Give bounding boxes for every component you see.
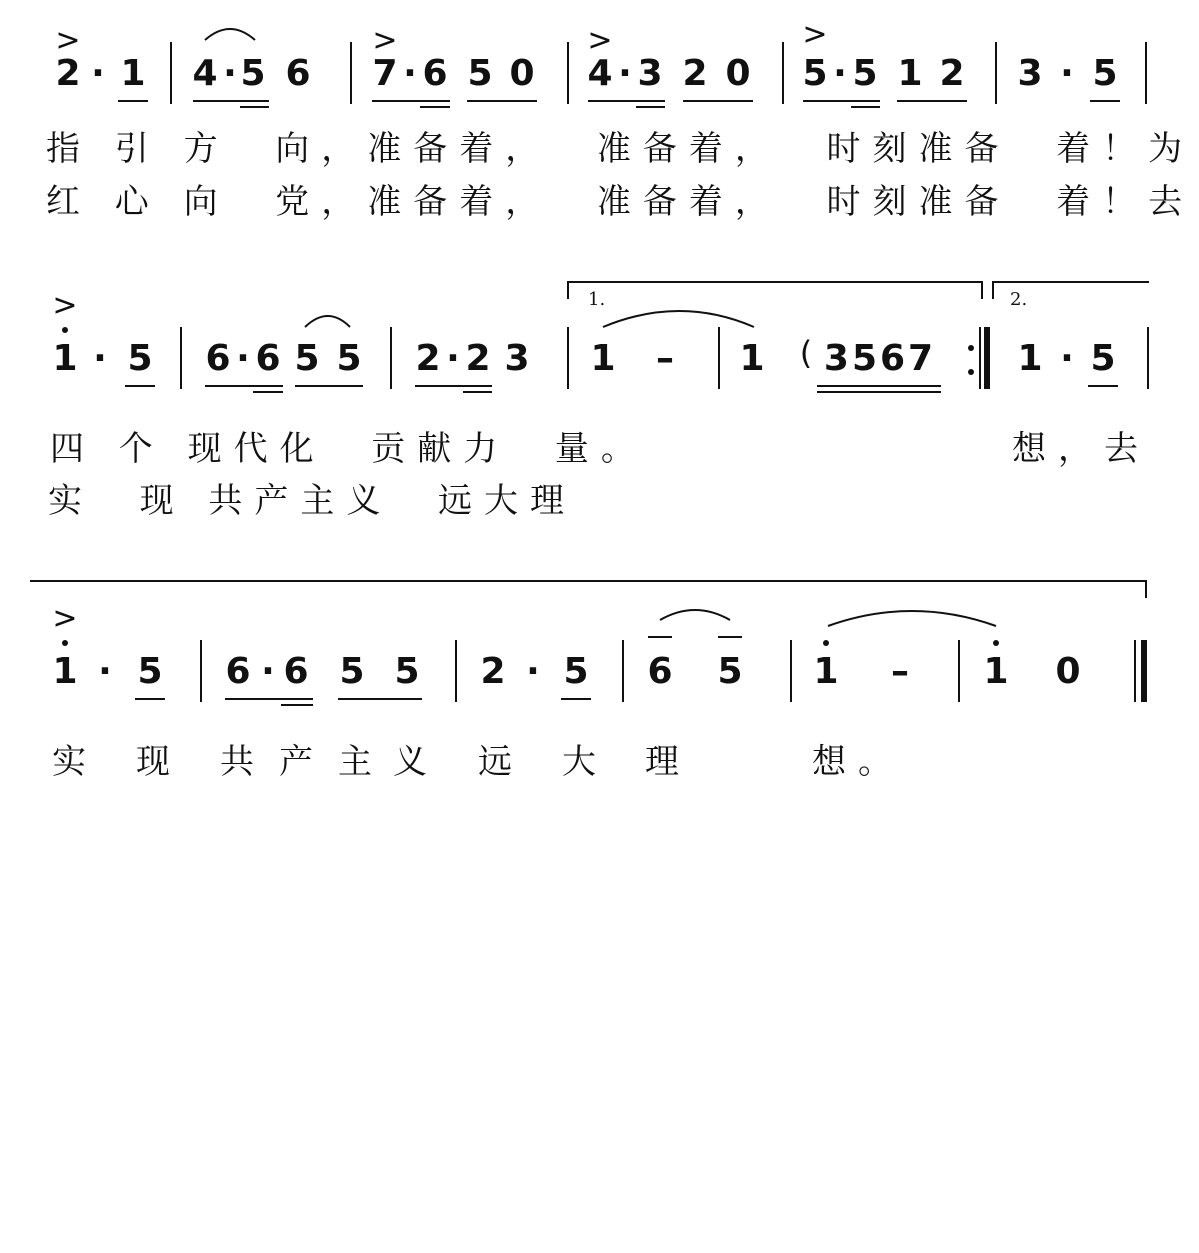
note: 1 bbox=[120, 53, 146, 94]
note: 1 bbox=[590, 338, 616, 379]
note: 5 bbox=[1092, 53, 1118, 94]
lyric-syllable: 实 bbox=[52, 742, 98, 782]
note: 6 bbox=[225, 651, 251, 692]
note: 6 bbox=[205, 338, 231, 379]
note: 5 bbox=[717, 651, 743, 692]
row-1-lyrics-verse-2: 红 心 向 党，准备着， 准备着， 时刻准备 着！去 bbox=[46, 182, 1195, 222]
dash: – bbox=[891, 651, 909, 692]
note: 5 bbox=[127, 338, 153, 379]
lyric-syllable: 现 bbox=[136, 742, 182, 782]
lyric-syllable: 共 bbox=[220, 742, 266, 782]
note: 5 bbox=[563, 651, 589, 692]
row-2-lyrics-verse-2: 实 现 共产主义 远大理 bbox=[48, 481, 577, 521]
volta-1-label: 1. bbox=[588, 289, 606, 310]
lyric-syllable: 产 bbox=[279, 742, 325, 782]
augmentation-dot: · bbox=[91, 53, 105, 94]
note: 1 bbox=[897, 53, 923, 94]
parenthesis-open: ( bbox=[799, 334, 813, 372]
row-2-lyrics-verse-1: 四 个 现代化 贡献力 量。 bbox=[50, 429, 647, 469]
rest: 0 bbox=[509, 53, 535, 94]
accent-mark: > bbox=[52, 601, 78, 636]
note: 1 bbox=[739, 338, 765, 379]
rest: 0 bbox=[1055, 651, 1081, 692]
note: 5 bbox=[802, 53, 828, 94]
lyric-syllable: 远 bbox=[478, 742, 524, 782]
augmentation-dot: · bbox=[526, 651, 540, 692]
note: 1 bbox=[52, 338, 78, 379]
note: 6 bbox=[422, 53, 448, 94]
augmentation-dot: · bbox=[236, 338, 250, 379]
augmentation-dot: · bbox=[446, 338, 460, 379]
note: 6 bbox=[647, 651, 673, 692]
note-group: 3567 bbox=[823, 338, 937, 379]
note: 1 bbox=[52, 651, 78, 692]
note: 5 bbox=[1090, 338, 1116, 379]
note: 3 bbox=[637, 53, 663, 94]
accent-mark: > bbox=[802, 17, 828, 52]
note: 2 bbox=[415, 338, 441, 379]
note: 6 bbox=[255, 338, 281, 379]
augmentation-dot: · bbox=[403, 53, 417, 94]
note: 5 bbox=[852, 53, 878, 94]
augmentation-dot: · bbox=[93, 338, 107, 379]
note: 3 bbox=[504, 338, 530, 379]
note: 5 bbox=[137, 651, 163, 692]
row-2-lyrics-verse-1-ending: 想，去 bbox=[1012, 429, 1150, 469]
note: 6 bbox=[283, 651, 309, 692]
slurs bbox=[0, 285, 1199, 395]
note: 5 bbox=[339, 651, 365, 692]
accent-mark: > bbox=[55, 23, 81, 58]
volta-2-label: 2. bbox=[1010, 289, 1028, 310]
augmentation-dot: · bbox=[1060, 53, 1074, 94]
lyric-syllable: 理 bbox=[645, 742, 691, 782]
row-1-notation bbox=[0, 17, 1199, 110]
note: 4 bbox=[192, 53, 218, 94]
augmentation-dot: · bbox=[1060, 338, 1074, 379]
note: 2 bbox=[682, 53, 708, 94]
rest: 0 bbox=[725, 53, 751, 94]
slur bbox=[0, 17, 1199, 110]
row-3-lyrics bbox=[0, 742, 1199, 785]
augmentation-dot: · bbox=[98, 651, 112, 692]
row-1-lyrics-verse-1: 指 引 方 向，准备着， 准备着， 时刻准备 着！为 bbox=[46, 129, 1195, 169]
note: 5 bbox=[240, 53, 266, 94]
note: 1 bbox=[1017, 338, 1043, 379]
note: 7 bbox=[372, 53, 398, 94]
note: 5 bbox=[467, 53, 493, 94]
note: 6 bbox=[285, 53, 311, 94]
slurs bbox=[0, 598, 1199, 708]
note: 5 bbox=[394, 651, 420, 692]
note: 2 bbox=[480, 651, 506, 692]
note: 2 bbox=[939, 53, 965, 94]
volta-continuation-line bbox=[30, 580, 1147, 582]
dash: – bbox=[656, 338, 674, 379]
lyric-syllable: 大 bbox=[562, 742, 608, 782]
note: 4 bbox=[587, 53, 613, 94]
lyric-syllable: 主 bbox=[338, 742, 384, 782]
note: 3 bbox=[1017, 53, 1043, 94]
note: 1 bbox=[813, 651, 839, 692]
row-3-notation bbox=[0, 598, 1199, 708]
augmentation-dot: · bbox=[261, 651, 275, 692]
accent-mark: > bbox=[52, 288, 78, 323]
note: 2 bbox=[465, 338, 491, 379]
augmentation-dot: · bbox=[833, 53, 847, 94]
augmentation-dot: · bbox=[618, 53, 632, 94]
note: 2 bbox=[55, 53, 81, 94]
row-2-notation bbox=[0, 285, 1199, 395]
note: 5 bbox=[336, 338, 362, 379]
lyric-syllable: 义 bbox=[393, 742, 439, 782]
volta-continuation-tick bbox=[1145, 580, 1147, 598]
note: 1 bbox=[983, 651, 1009, 692]
accent-mark: > bbox=[372, 23, 398, 58]
augmentation-dot: · bbox=[223, 53, 237, 94]
note: 5 bbox=[294, 338, 320, 379]
accent-mark: > bbox=[587, 23, 613, 58]
lyric-syllable: 想。 bbox=[812, 742, 904, 782]
